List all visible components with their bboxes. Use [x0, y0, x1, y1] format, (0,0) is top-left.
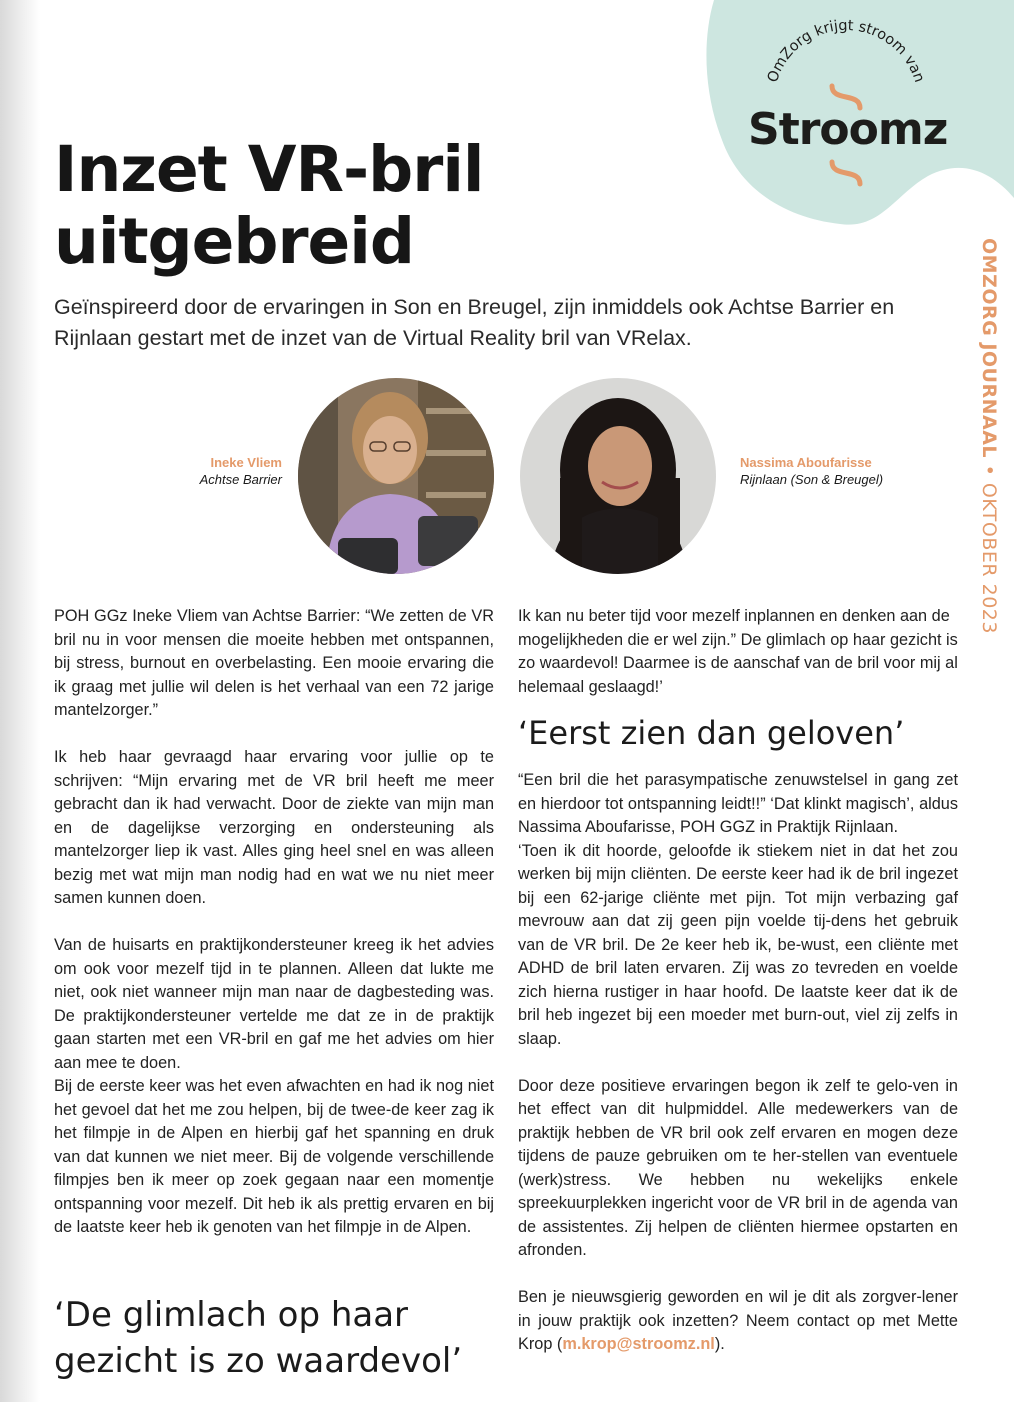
brand-logo: Stroomz: [748, 104, 948, 155]
pull-quote: ‘De glimlach op haar gezicht is zo waardevol’: [54, 1295, 463, 1381]
article-intro: Geïnspireerd door de ervaringen in Son en Breugel, zijn inmiddels ook Achtse Barrier en Rijnlaan gestart met de inzet van de Virtual Reality bril van VRelax.: [54, 295, 895, 350]
person-name: Nassima Aboufarisse: [740, 455, 872, 470]
article-title: Inzet VR-bril uitgebreid: [54, 133, 484, 278]
paragraph: Ik heb haar gevraagd haar ervaring voor jullie op te schrijven: “Mijn ervaring met de VR bril heeft me meer gebracht dan ik had verwacht. Door de ziekte van mijn man en de dagelijkse verzorging en ondersteuning als mantelzorger liep ik vast. Alles ging heel snel en was alleen bezig met wat mijn man nodig had en wat we nu niet meer samen kunnen doen.: [54, 748, 494, 907]
journal-side-label: [970, 238, 1000, 634]
contact-paragraph: Ben je nieuwsgierig geworden en wil je dit als zorgver-lener in jouw praktijk ook inzetten? Neem contact op met Mette Krop (m.krop@stroomz.nl).: [518, 1288, 958, 1353]
portrait-ineke-vliem: [298, 378, 494, 574]
caption-nassima: [740, 454, 940, 488]
portrait-nassima-aboufarisse: [520, 378, 716, 574]
section-heading: ‘Eerst zien dan geloven’: [518, 714, 905, 752]
journal-name: OMZORG JOURNAAL: [978, 238, 1000, 459]
person-location: Rijnlaan (Son & Breugel): [740, 472, 884, 487]
paragraph: Bij de eerste keer was het even afwachten en had ik nog niet het gevoel dat het me zou helpen, bij de twee-de keer zag ik het filmpje in de Alpen en hierbij gaf het spanning en druk van dat kunnen we niet meer. Bij de volgende verschillende filmpjes ben ik meer op zoek gegaan naar een momentje ontspanning voor mezelf. Dit heb ik als prettig ervaren en bij de laatste keer heb ik genoten van het filmpje in de Alpen.: [54, 1077, 494, 1236]
page-edge-shadow: [0, 0, 40, 1402]
paragraph: POH GGz Ineke Vliem van Achtse Barrier: “We zetten de VR bril nu in voor mensen die moeite hebben met ontspannen, bij stress, burnout en overbelasting. Een mooie ervaring die ik graag met jullie wil delen is het verhaal van een 72 jarige mantelzorger.”: [54, 607, 494, 719]
person-location: Achtse Barrier: [199, 472, 282, 487]
label-separator: •: [978, 458, 1000, 483]
right-column: [518, 605, 958, 1357]
left-column: [54, 605, 494, 1240]
person-name: Ineke Vliem: [210, 455, 282, 470]
paragraph: ‘Toen ik dit hoorde, geloofde ik stiekem niet in dat het zou werken bij mijn cliënten. De eerste keer had ik de bril ingezet bij een 62-jarige cliënte met pijn. Tot mijn verbazing gaf mevrouw aan dat zij geen pijn voelde tij-dens het gebruik van de VR bril. De 2e keer heb ik, be-wust, een cliënte met ADHD de bril laten ervaren. Zij was zo tevreden en voelde zich hierna rustiger in haar hoofd. De laatste keer dat ik de bril heb ingezet bij een moeder met burn-out, viel zij zelfs in slaap.: [518, 841, 958, 1048]
journal-date: OKTOBER 2023: [978, 482, 1000, 634]
paragraph: Ik kan nu beter tijd voor mezelf inplannen en denken aan de mogelijkheden die er wel zijn.” De glimlach op haar gezicht is zo waardevol! Daarmee is de aanschaf van de bril voor mij al helemaal geslaagd!’: [518, 607, 958, 696]
paragraph: Van de huisarts en praktijkondersteuner kreeg ik het advies om ook voor mezelf tijd in te plannen. Alleen dat lukte me niet, ook niet wanneer mijn man naar de dagbesteding was. De praktijkondersteuner vertelde me dat ze in de praktijk gaan starten met een VR-bril en gaf me het advies om hier aan mee te doen.: [54, 936, 494, 1072]
svg-text:OmZorg krijgt stroom van: OmZorg krijgt stroom van: [764, 17, 928, 85]
paragraph: Door deze positieve ervaringen begon ik zelf te gelo-ven in het effect van dit hulpmiddel. Alle medewerkers van de praktijk hebben de VR bril ook zelf ervaren en mogen deze tijdens de pauze gebruiken om te her-stellen van eventuele (werk)stress. We hebben nu wekelijks enkele spreekuurplekken ingericht voor de VR bril in de agenda van de assistentes. Zij helpen de cliënten hiermee opstarten en afronden.: [518, 1076, 958, 1259]
paragraph: “Een bril die het parasympatische zenuwstelsel in gang zet en hierdoor tot ontspanning leidt!!” ‘Dat klinkt magisch’, aldus Nassima Aboufarisse, POH GGZ in Praktijk Rijnlaan.: [518, 771, 958, 836]
caption-ineke: [130, 454, 282, 488]
email-link[interactable]: m.krop@stroomz.nl: [562, 1335, 715, 1353]
